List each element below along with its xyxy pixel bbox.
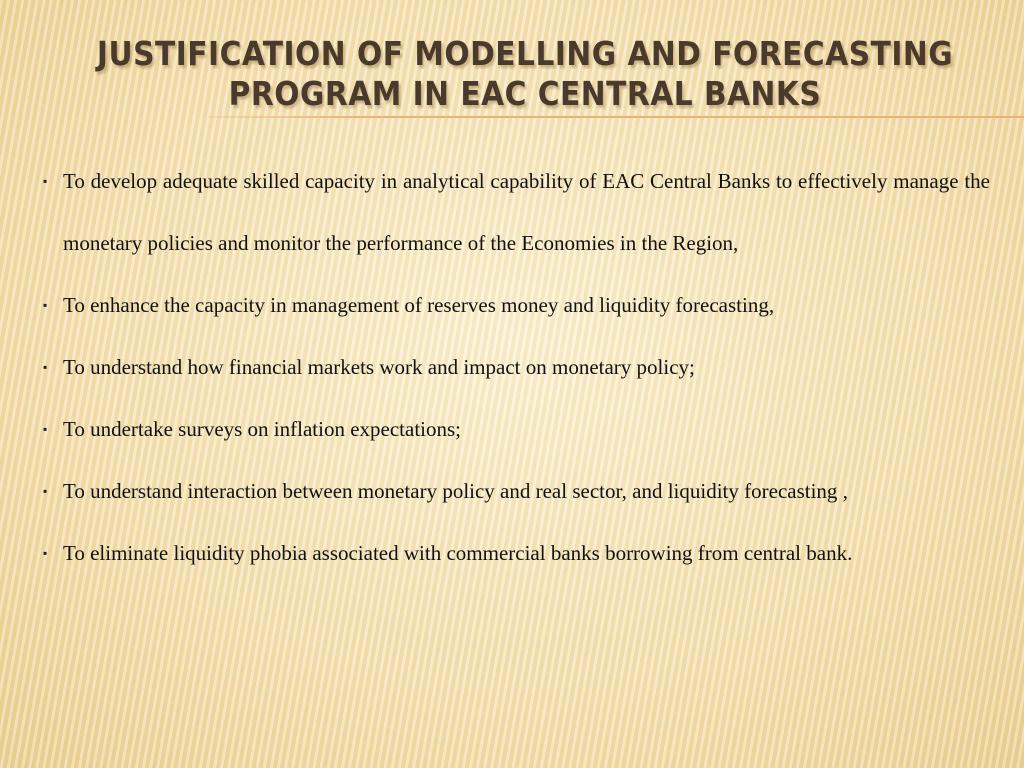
square-bullet-icon: ▪ xyxy=(43,422,48,436)
bullet-text: To understand how financial markets work and impact on monetary policy; xyxy=(63,355,695,379)
slide-title xyxy=(40,34,1010,114)
bullet-text: To develop adequate skilled capacity in analytical capability of EAC Central Banks to effectively manage the monetary policies and monitor the performance of the Economies in the Region, xyxy=(63,169,990,255)
bullet-item xyxy=(40,274,990,336)
square-bullet-icon: ▪ xyxy=(43,546,48,560)
title-underline xyxy=(208,116,1024,118)
bullet-text: To understand interaction between monetary policy and real sector, and liquidity forecasting , xyxy=(63,479,848,503)
title-line-1: JUSTIFICATION OF MODELLING AND FORECASTING xyxy=(96,34,954,73)
square-bullet-icon: ▪ xyxy=(43,484,48,498)
square-bullet-icon: ▪ xyxy=(43,360,48,374)
bullet-text: To undertake surveys on inflation expectations; xyxy=(63,417,462,441)
bullet-text: To eliminate liquidity phobia associated with commercial banks borrowing from central bank. xyxy=(63,541,853,565)
square-bullet-icon: ▪ xyxy=(43,174,48,188)
bullet-item xyxy=(40,150,990,274)
bullet-text: To enhance the capacity in management of reserves money and liquidity forecasting, xyxy=(63,293,775,317)
bullet-item xyxy=(40,398,990,460)
title-line-2: PROGRAM IN EAC CENTRAL BANKS xyxy=(228,74,822,113)
bullet-item xyxy=(40,336,990,398)
bullet-list xyxy=(40,150,990,584)
square-bullet-icon: ▪ xyxy=(43,298,48,312)
bullet-item xyxy=(40,460,990,522)
bullet-item xyxy=(40,522,990,584)
